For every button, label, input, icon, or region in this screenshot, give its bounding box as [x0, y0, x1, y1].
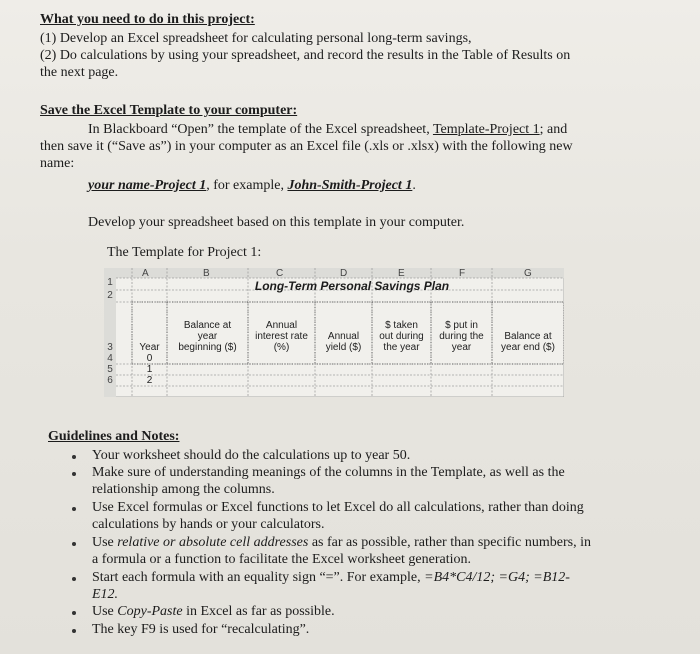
bullet-icon — [72, 542, 76, 546]
guideline-2-line-2: relationship among the columns. — [92, 482, 275, 497]
row-number-5: 5 — [107, 364, 113, 375]
row-number-1: 1 — [107, 277, 113, 288]
header-rate-3: (%) — [273, 342, 290, 353]
section-heading-guidelines: Guidelines and Notes: — [48, 429, 180, 444]
section-heading-save-template: Save the Excel Template to your computer: — [40, 103, 298, 118]
spreadsheet-template — [104, 268, 564, 397]
col-header-c: C — [276, 268, 284, 279]
header-taken-1: $ taken — [385, 320, 418, 331]
year-cell-0: 0 — [146, 353, 153, 364]
guideline-4-text-a: Use — [92, 535, 118, 550]
guideline-5-line-1 — [92, 570, 570, 586]
guideline-3-line-1: Use Excel formulas or Excel functions to let Excel do all calculations, rather than doing — [92, 500, 584, 515]
header-balance-1: Balance at — [183, 320, 232, 331]
guideline-4-line-2: a formula or a function to facilitate the Excel worksheet generation. — [92, 552, 472, 567]
task-line-3: the next page. — [40, 65, 119, 80]
row-number-3: 3 — [107, 342, 113, 353]
name-example-text: , for example, — [206, 178, 288, 193]
guideline-5-line-2: E12. — [92, 587, 119, 602]
col-header-a: A — [142, 268, 149, 279]
bullet-icon — [72, 629, 76, 633]
save-line-1-end: ; and — [539, 122, 568, 137]
template-link[interactable]: Template-Project 1 — [432, 122, 540, 137]
header-balance-3: beginning ($) — [178, 342, 237, 353]
year-cell-1: 1 — [146, 364, 153, 375]
bullet-icon — [72, 611, 76, 615]
bullet-icon — [72, 577, 76, 581]
bullet-icon — [72, 507, 76, 511]
name-example: John-Smith-Project 1 — [287, 178, 413, 193]
col-header-d: D — [340, 268, 348, 279]
bullet-icon — [72, 455, 76, 459]
header-putin-1: $ put in — [445, 320, 478, 331]
guideline-4-text-b: as far as possible, rather than specific numbers, in — [308, 535, 591, 550]
col-header-g: G — [524, 268, 532, 279]
save-line-1-text: In Blackboard “Open” the template of the Excel spreadsheet, — [88, 122, 433, 137]
guideline-5-formula: =B4*C4/12; =G4; =B12- — [424, 570, 570, 585]
col-header-f: F — [459, 268, 466, 279]
year-cell-2: 2 — [146, 375, 153, 386]
template-label: The Template for Project 1: — [107, 245, 262, 260]
name-pattern: your name-Project 1 — [88, 178, 207, 193]
guideline-1: Your worksheet should do the calculations up to year 50. — [92, 448, 411, 463]
guideline-6 — [92, 604, 335, 620]
guideline-7: The key F9 is used for “recalculating”. — [92, 622, 310, 637]
header-yield-1: Annual — [327, 331, 360, 342]
header-rate-1: Annual — [265, 320, 298, 331]
guideline-5-text: Start each formula with an equality sign “=”. For example, — [92, 570, 425, 585]
spreadsheet-title: Long-Term Personal Savings Plan — [254, 279, 450, 293]
guideline-6-text-a: Use — [92, 604, 118, 619]
header-balance-2: year — [197, 331, 218, 342]
row-number-4: 4 — [107, 353, 113, 364]
col-header-e: E — [398, 268, 405, 279]
header-rate-2: interest rate — [255, 331, 308, 342]
guideline-6-text-b: in Excel as far as possible. — [182, 604, 335, 619]
guideline-4-line-1 — [92, 535, 591, 551]
name-period: . — [412, 178, 416, 193]
guideline-6-emphasis: Copy-Paste — [117, 604, 183, 619]
guideline-4-emphasis: relative or absolute cell addresses — [117, 535, 309, 550]
task-line-2: (2) Do calculations by using your spreadsheet, and record the results in the Table of Results on — [40, 48, 571, 63]
guideline-3-line-2: calculations by hands or your calculators. — [92, 517, 325, 532]
task-line-1: (1) Develop an Excel spreadsheet for calculating personal long-term savings, — [40, 31, 472, 46]
develop-instruction: Develop your spreadsheet based on this template in your computer. — [88, 215, 465, 230]
header-yield-2: yield ($) — [325, 342, 362, 353]
header-putin-3: year — [451, 342, 472, 353]
row-number-6: 6 — [107, 375, 113, 386]
bullet-icon — [72, 472, 76, 476]
file-name-example — [88, 178, 416, 194]
guideline-2-line-1: Make sure of understanding meanings of the columns in the Template, as well as the — [92, 465, 565, 480]
save-line-2: then save it (“Save as”) in your computer as an Excel file (.xls or .xlsx) with the following new — [40, 139, 573, 154]
header-putin-2: during the — [439, 331, 484, 342]
header-end-1: Balance at — [504, 331, 552, 342]
header-year: Year — [139, 342, 160, 353]
header-taken-3: the year — [383, 342, 420, 353]
section-heading-what-to-do: What you need to do in this project: — [40, 12, 255, 27]
save-line-1 — [88, 122, 567, 138]
header-taken-2: out during — [379, 331, 424, 342]
header-end-2: year end ($) — [501, 342, 555, 353]
row-number-2: 2 — [107, 290, 113, 301]
save-line-3: name: — [40, 156, 75, 171]
col-header-b: B — [203, 268, 210, 279]
